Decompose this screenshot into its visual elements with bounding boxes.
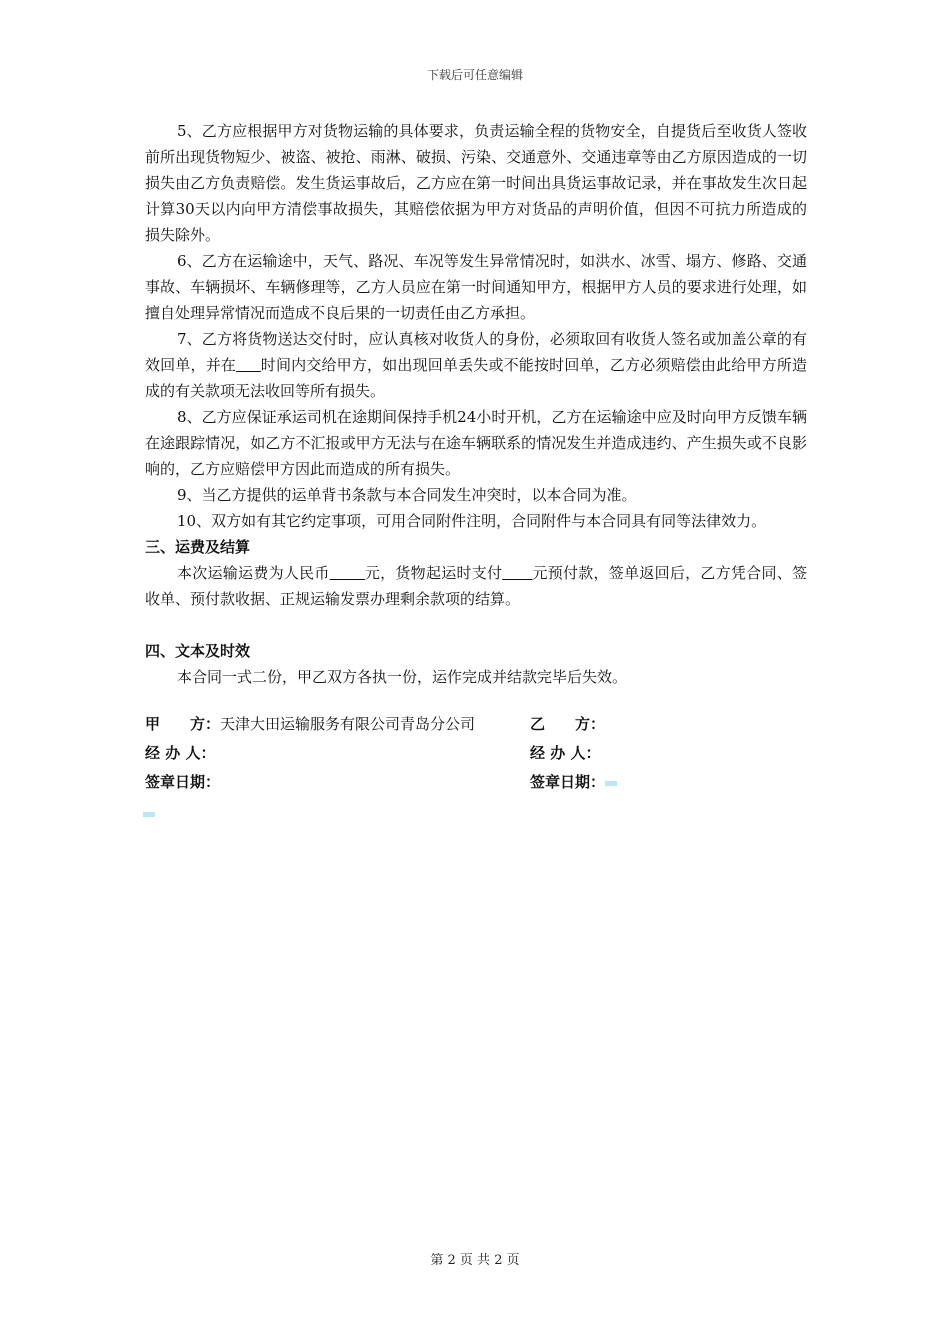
section-3-part2: 元，货物起运时支付 <box>364 564 503 582</box>
date-label-a: 签章日期： <box>145 773 221 791</box>
section-3-text <box>145 560 807 612</box>
section-4-text: 本合同一式二份，甲乙双方各执一份，运作完成并结款完毕后失效。 <box>177 668 628 686</box>
handler-row <box>145 739 807 768</box>
clause-8: 8、乙方应保证承运司机在途期间保持手机24小时开机，乙方在运输途中应及时向甲方反馈车辆在途跟踪情况，如乙方不汇报或甲方无法与在途车辆联系的情况发生并造成违约、产生损失或不良影响的，乙方应赔偿甲方因此而造成的所有损失。 <box>145 408 807 478</box>
handler-label-a: 经 办 人： <box>145 744 216 762</box>
party-row <box>145 710 807 739</box>
field-marker-icon <box>143 812 155 817</box>
section-3-part3: 元预付款，签单返回后，乙方凭合同、签收单、预付款收据、正规运输发票办理剩余款项的结算。 <box>145 564 807 608</box>
clause-5: 5、乙方应根据甲方对货物运输的具体要求，负责运输全程的货物安全，自提货后至收货人签收前所出现货物短少、被盗、被抢、雨淋、破损、污染、交通意外、交通违章等由乙方原因造成的一切损失由乙方负责赔偿。发生货运事故后，乙方应在第一时间出具货运事故记录，并在事故发生次日起计算30天以内向甲方清偿事故损失，其赔偿依据为甲方对货品的声明价值，但因不可抗力所造成的损失除外。 <box>145 122 807 244</box>
party-b-label: 乙 方： <box>530 715 606 733</box>
prepayment-blank[interactable] <box>502 564 532 582</box>
field-marker-icon <box>605 781 617 786</box>
section-3-title: 三、运费及结算 <box>145 538 251 556</box>
clause-6: 6、乙方在运输途中，天气、路况、车况等发生异常情况时，如洪水、冰雪、塌方、修路、交通事故、车辆损坏、车辆修理等，乙方人员应在第一时间通知甲方，根据甲方人员的要求进行处理，如擅自处理异常情况而造成不良后果的一切责任由乙方承担。 <box>145 252 807 322</box>
return-time-blank[interactable] <box>236 356 261 374</box>
section-4-title: 四、文本及时效 <box>145 642 251 660</box>
freight-amount-blank[interactable] <box>330 564 365 582</box>
party-a-name: 天津大田运输服务有限公司青岛分公司 <box>220 715 476 733</box>
spacer <box>145 612 807 638</box>
page-footer: 第 2 页 共 2 页 <box>430 1253 520 1268</box>
clause-7 <box>145 326 807 404</box>
clause-7-before: 7、乙方将货物送达交付时，应认真核对收货人的身份，必须取回有收货人签名或加盖公章的有效回单，并在 <box>145 330 807 374</box>
party-a-label: 甲 方： <box>145 715 221 733</box>
clause-7-after: 时间内交给甲方，如出现回单丢失或不能按时回单，乙方必须赔偿由此给甲方所造成的有关款项无法收回等所有损失。 <box>145 356 807 400</box>
handler-label-b: 经 办 人： <box>530 744 601 762</box>
contract-body <box>145 118 807 797</box>
date-row <box>145 768 807 797</box>
date-label-b: 签章日期： <box>530 773 606 791</box>
signature-block <box>145 710 807 797</box>
page-header: 下载后可任意编辑 <box>426 68 523 82</box>
section-3-part1: 本次运输运费为人民币 <box>177 564 330 582</box>
clause-10: 10、双方如有其它约定事项，可用合同附件注明，合同附件与本合同具有同等法律效力。 <box>177 512 767 530</box>
clause-9: 9、当乙方提供的运单背书条款与本合同发生冲突时，以本合同为准。 <box>177 486 637 504</box>
